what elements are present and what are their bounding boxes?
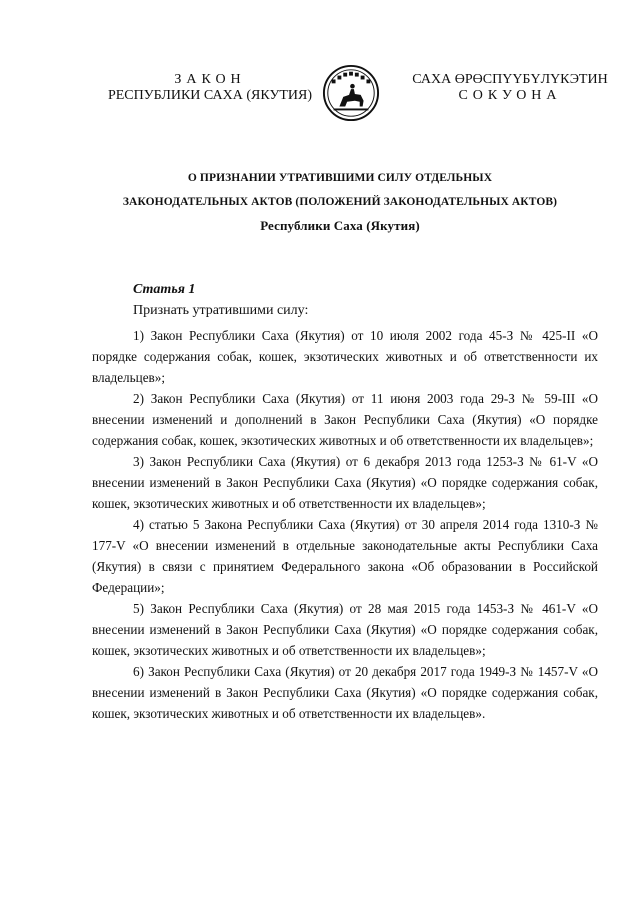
- header-left: [100, 72, 320, 104]
- header-right: [400, 72, 620, 104]
- list-item: 3) Закон Республики Саха (Якутия) от 6 декабря 2013 года 1253-З № 61-V «О внесении изменений в Закон Республики Саха (Якутия) «О порядке содержания собак, кошек, экзотических животных и об ответственности их владельцев»;: [92, 454, 598, 511]
- list-item: 6) Закон Республики Саха (Якутия) от 20 декабря 2017 года 1949-З № 1457-V «О внесении изменений в Закон Республики Саха (Якутия) «О порядке содержания собак, кошек, экзотических животных и об ответственности их владельцев».: [92, 664, 598, 721]
- header-left-line1: ЗАКОН: [174, 72, 246, 87]
- law-title: [90, 166, 590, 238]
- list-item: 1) Закон Республики Саха (Якутия) от 10 июля 2002 года 45-З № 425-II «О порядке содержания собак, кошек, экзотических животных и об ответственности их владельцев»;: [92, 328, 598, 385]
- header-left-line2: РЕСПУБЛИКИ САХА (ЯКУТИЯ): [107, 88, 313, 103]
- list-item: 2) Закон Республики Саха (Якутия) от 11 июня 2003 года 29-З № 59-III «О внесении изменений и дополнений в Закон Республики Саха (Якутия) «О порядке содержания собак, кошек, экзотических животных и об ответственности их владельцев»;: [92, 391, 598, 448]
- header-right-line1: САХА ӨРӨСПҮҮБҮЛҮКЭТИН: [412, 72, 608, 87]
- title-line2: ЗАКОНОДАТЕЛЬНЫХ АКТОВ (ПОЛОЖЕНИЙ ЗАКОНОДАТЕЛЬНЫХ АКТОВ): [122, 196, 558, 208]
- list-item: 5) Закон Республики Саха (Якутия) от 28 мая 2015 года 1453-З № 461-V «О внесении изменений в Закон Республики Саха (Якутия) «О порядке содержания собак, кошек, экзотических животных и об ответственности их владельцев»;: [92, 601, 598, 658]
- article-heading: Статья 1: [133, 282, 196, 297]
- title-line3: Республики Саха (Якутия): [260, 218, 420, 233]
- title-line1: О ПРИЗНАНИИ УТРАТИВШИМИ СИЛУ ОТДЕЛЬНЫХ: [187, 172, 493, 184]
- article-intro: Признать утратившими силу:: [133, 303, 309, 318]
- article-items: [92, 325, 598, 724]
- header-right-line2: СОКУОНА: [458, 88, 562, 103]
- list-item: 4) статью 5 Закона Республики Саха (Якутия) от 30 апреля 2014 года 1310-З № 177-V «О внесении изменений в отдельные законодательные акты Республики Саха (Якутия) в связи с принятием Федерального закона «Об образовании в Российской Федерации»;: [92, 517, 598, 595]
- coat-of-arms-emblem-icon: [322, 64, 380, 122]
